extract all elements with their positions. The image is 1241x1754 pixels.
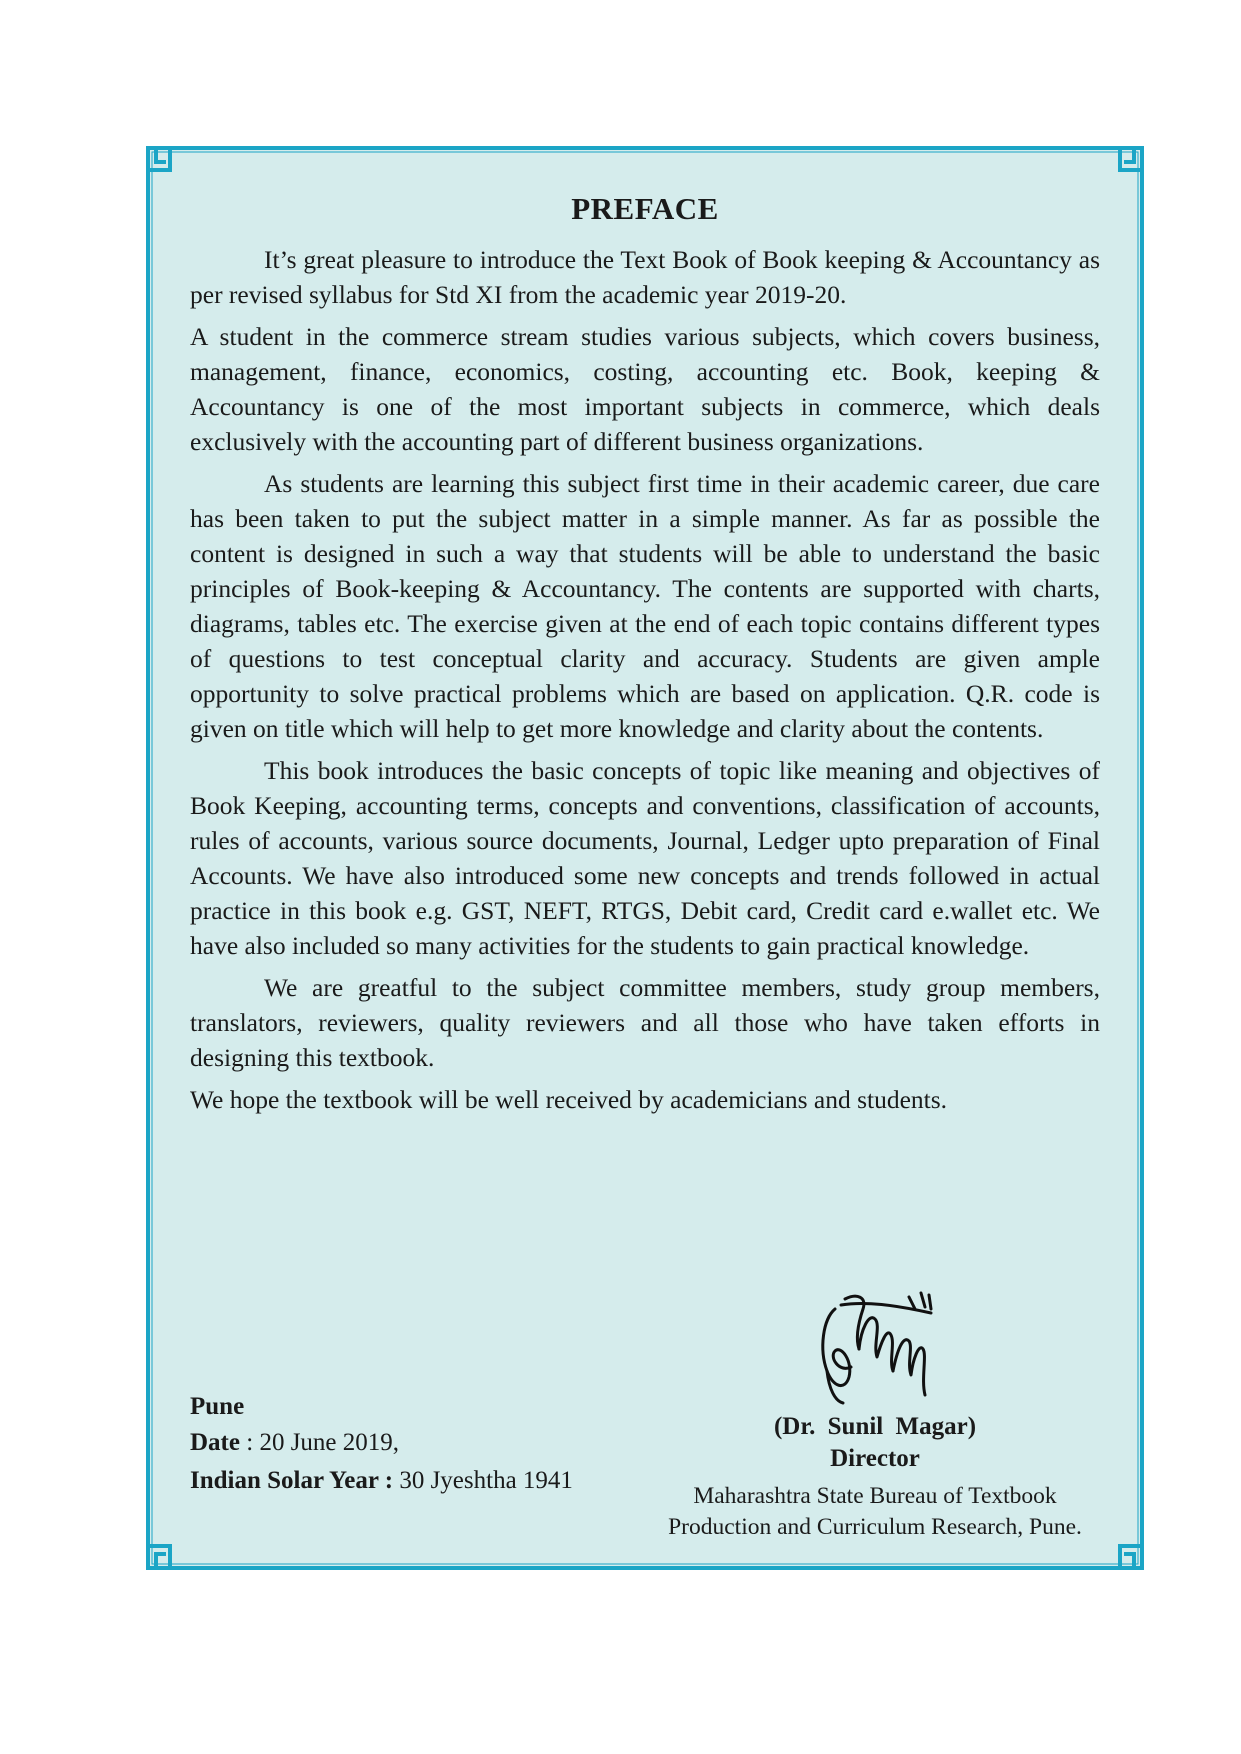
place: Pune xyxy=(190,1393,245,1420)
solar-year-label: Indian Solar Year : xyxy=(190,1467,394,1494)
preface-paragraph-3: As students are learning this subject first time in their academic career, due care has been taken to put the subject matter in a simple manner. As far as possible the content is designed in such a way that students will be able to understand the basic principles of Book-keeping & Accountancy. The contents are supported with charts, diagrams, tables etc. The exercise given at the end of each topic contains different types of questions to test conceptual clarity and accuracy. Students are given ample opportunity to solve practical problems which are based on application. Q.R. code is given on title which will help to get more knowledge and clarity about the contents. xyxy=(190,469,1100,743)
preface-paragraph-4: This book introduces the basic concepts of topic like meaning and objectives of Book Keeping, accounting terms, concepts and conventions, classification of accounts, rules of accounts, various source documents, Journal, Ledger upto preparation of Final Accounts. We have also introduced some new concepts and trends followed in actual practice in this book e.g. GST, NEFT, RTGS, Debit card, Credit card e.wallet etc. We have also included so many activities for the students to gain practical knowledge. xyxy=(190,756,1100,960)
preface-paragraph-2: A student in the commerce stream studies various subjects, which covers business, management, finance, economics, costing, accounting etc. Book, keeping & Accountancy is one of the most important subjects in commerce, which deals exclusively with the accounting part of different business organizations. xyxy=(190,322,1100,456)
signatory-organization xyxy=(640,1481,1110,1543)
signatory-block xyxy=(640,1279,1110,1543)
date-value: 20 June 2019, xyxy=(259,1429,400,1456)
preface-body xyxy=(190,190,1100,1124)
signatory-org-line-1: Maharashtra State Bureau of Textbook xyxy=(693,1483,1057,1509)
signatory-org-line-2: Production and Curriculum Research, Pune. xyxy=(668,1514,1082,1540)
preface-paragraph-6: We hope the textbook will be well received by academicians and students. xyxy=(190,1085,948,1114)
solar-year-value: 30 Jyeshtha 1941 xyxy=(393,1467,573,1494)
date-label: Date xyxy=(190,1429,240,1456)
date-separator: : xyxy=(239,1429,260,1456)
signatory-title: Director xyxy=(830,1445,920,1472)
page-title: PREFACE xyxy=(571,191,719,226)
place-and-date xyxy=(190,1389,573,1499)
signature xyxy=(805,1279,945,1411)
preface-paragraph-1: It’s great pleasure to introduce the Text Book of Book keeping & Accountancy as per revised syllabus for Std XI from the academic year 2019-20. xyxy=(190,245,1100,309)
signatory-name: (Dr. Sunil Magar) xyxy=(773,1413,977,1440)
preface-paragraph-5: We are greatful to the subject committee members, study group members, translators, reviewers, quality reviewers and all those who have taken efforts in designing this textbook. xyxy=(190,973,1100,1072)
